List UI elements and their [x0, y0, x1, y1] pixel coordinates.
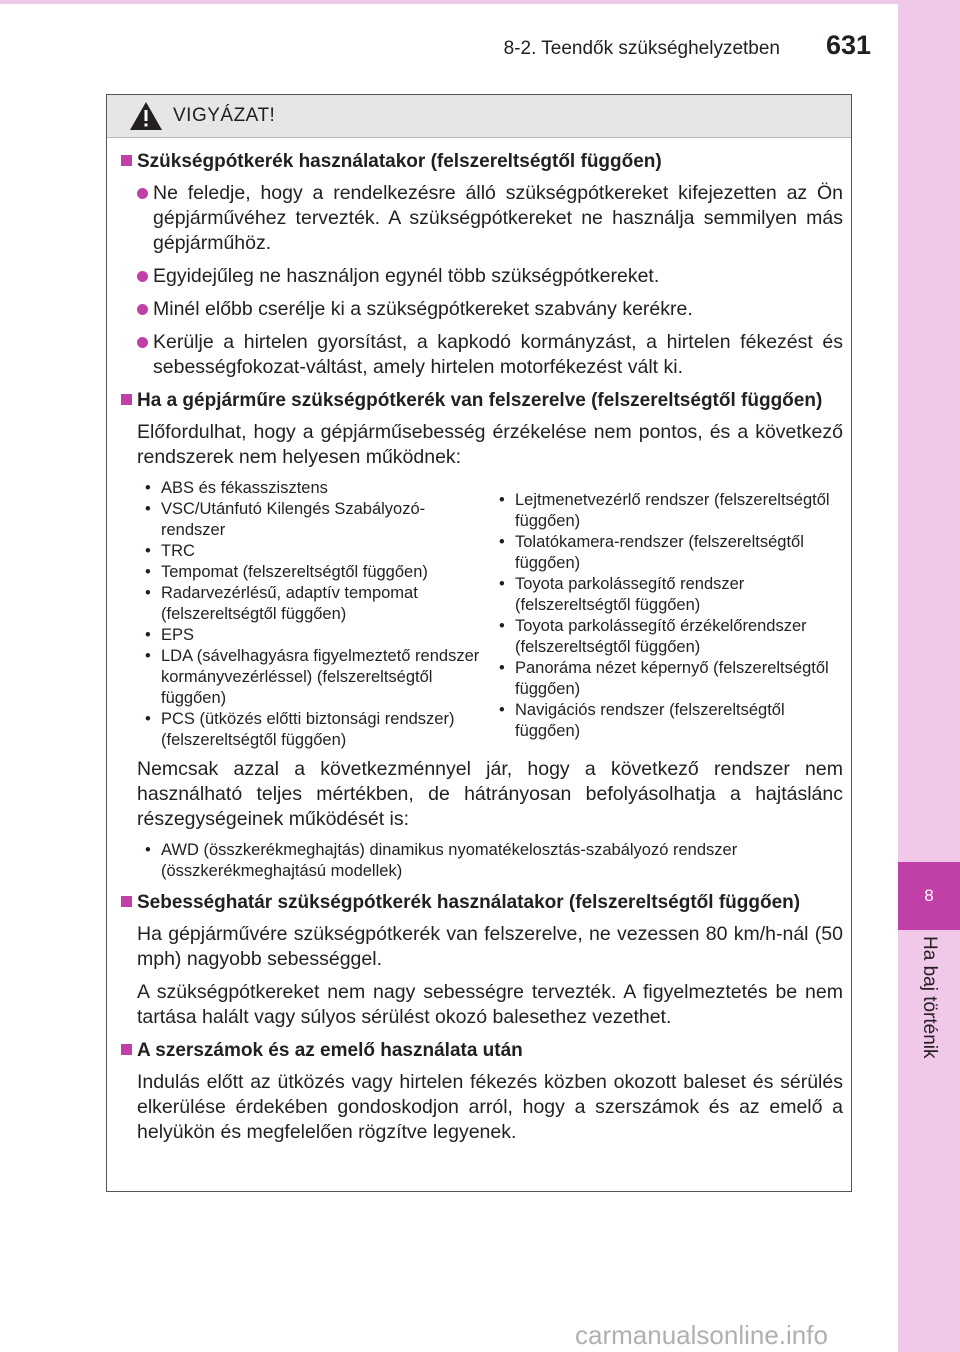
list-item: • Panoráma nézet képernyő (felszereltségtől függően) — [499, 658, 839, 700]
paragraph: Ha gépjárművére szükségpótkerék van felszerelve, ne vezessen 80 km/h-nál (50 mph) nagyobb sebességgel. — [137, 923, 843, 970]
chapter-title-text: Ha baj történik — [919, 936, 940, 1059]
chapter-number: 8 — [898, 862, 960, 930]
list-item: • Toyota parkolássegítő rendszer (felszereltségtől függően) — [499, 574, 839, 616]
paragraph: Nemcsak azzal a következménnyel jár, hogy a következő rendszer nem használható teljes mértékben, de hátrányosan befolyásolhatja a hajtáslánc részegységeinek működését is: — [137, 758, 843, 830]
list-item: • Toyota parkolássegítő érzékelőrendszer (felszereltségtől függően) — [499, 616, 839, 658]
warning-triangle-icon — [129, 101, 163, 131]
paragraph: A szükségpótkereket nem nagy sebességre tervezték. A figyelmeztetés be nem tartása halált vagy súlyos sérülést okozó balesethez vezethet. — [137, 981, 843, 1028]
round-bullet-icon — [137, 304, 148, 315]
list-item: • TRC — [145, 541, 485, 562]
round-bullet-icon — [137, 337, 148, 348]
list-item: • Navigációs rendszer (felszereltségtől függően) — [499, 700, 839, 742]
chapter-side-tab — [898, 0, 960, 1352]
bullet-item: Ne feledje, hogy a rendelkezésre álló szükségpótkereket kifejezetten az Ön gépjárművéhez tervezték. A szükségpótkereket ne használja semmilyen más gépjárműhöz. — [121, 181, 843, 256]
list-item: • Tolatókamera-rendszer (felszereltségtől függően) — [499, 532, 839, 574]
list-item: • PCS (ütközés előtti biztonsági rendszer) (felszereltségtől függően) — [145, 709, 485, 751]
chapter-title — [898, 930, 960, 1110]
heading-speed-limit: Sebességhatár szükségpótkerék használatakor (felszereltségtől függően) — [121, 890, 843, 916]
watermark: carmanualsonline.info — [575, 1320, 828, 1350]
square-bullet-icon — [121, 155, 132, 166]
warning-header — [107, 95, 851, 138]
header-rule — [0, 0, 898, 4]
list-item: • Radarvezérlésű, adaptív tempomat (felszereltségtől függően) — [145, 583, 485, 625]
heading-spare-use: Szükségpótkerék használatakor (felszereltségtől függően) — [121, 149, 843, 175]
heading-tools-jack: A szerszámok és az emelő használata után — [121, 1038, 843, 1064]
list-item: • ABS és fékasszisztens — [145, 478, 485, 499]
list-item: • Tempomat (felszereltségtől függően) — [145, 562, 485, 583]
square-bullet-icon — [121, 1044, 132, 1055]
systems-list-left — [145, 478, 485, 751]
paragraph: Előfordulhat, hogy a gépjárműsebesség érzékelése nem pontos, és a következő rendszerek nem helyesen működnek: — [137, 421, 843, 468]
bullet-item: Minél előbb cserélje ki a szükségpótkereket szabvány kerékre. — [121, 297, 843, 322]
paragraph: Indulás előtt az ütközés vagy hirtelen fékezés közben okozott baleset és sérülés elkerülése érdekében gondoskodjon arról, hogy a szerszámok és az emelő a helyükön és megfelelően rögzítve legyenek. — [137, 1071, 843, 1143]
bullet-item: Kerülje a hirtelen gyorsítást, a kapkodó kormányzást, a hirtelen fékezést és sebességfokozat-váltást, amely hirtelen motorfékezést vált ki. — [121, 330, 843, 380]
bullet-item: Egyidejűleg ne használjon egynél több szükségpótkereket. — [121, 264, 843, 289]
list-item-awd: • AWD (összkerékmeghajtás) dinamikus nyomatékelosztás-szabályozó rendszer (összkerékmeghajtású modellek) — [121, 840, 843, 882]
warning-title: VIGYÁZAT! — [173, 105, 276, 126]
square-bullet-icon — [121, 896, 132, 907]
warning-box — [106, 94, 852, 1192]
list-item: • VSC/Utánfutó Kilengés Szabályozó-rendszer — [145, 499, 485, 541]
round-bullet-icon — [137, 188, 148, 199]
list-item: • LDA (sávelhagyásra figyelmeztető rendszer kormányvezérléssel) (felszereltségtől függően) — [145, 646, 485, 709]
warning-content — [121, 149, 843, 1153]
round-bullet-icon — [137, 271, 148, 282]
section-title: 8-2. Teendők szükséghelyzetben — [503, 38, 780, 59]
list-item: • Lejtmenetvezérlő rendszer (felszereltségtől függően) — [499, 490, 839, 532]
square-bullet-icon — [121, 394, 132, 405]
heading-spare-fitted: Ha a gépjárműre szükségpótkerék van felszerelve (felszereltségtől függően) — [121, 388, 843, 414]
page-number: 631 — [826, 30, 872, 60]
systems-list — [121, 478, 843, 751]
systems-list-right — [485, 478, 839, 751]
list-item: • EPS — [145, 625, 485, 646]
